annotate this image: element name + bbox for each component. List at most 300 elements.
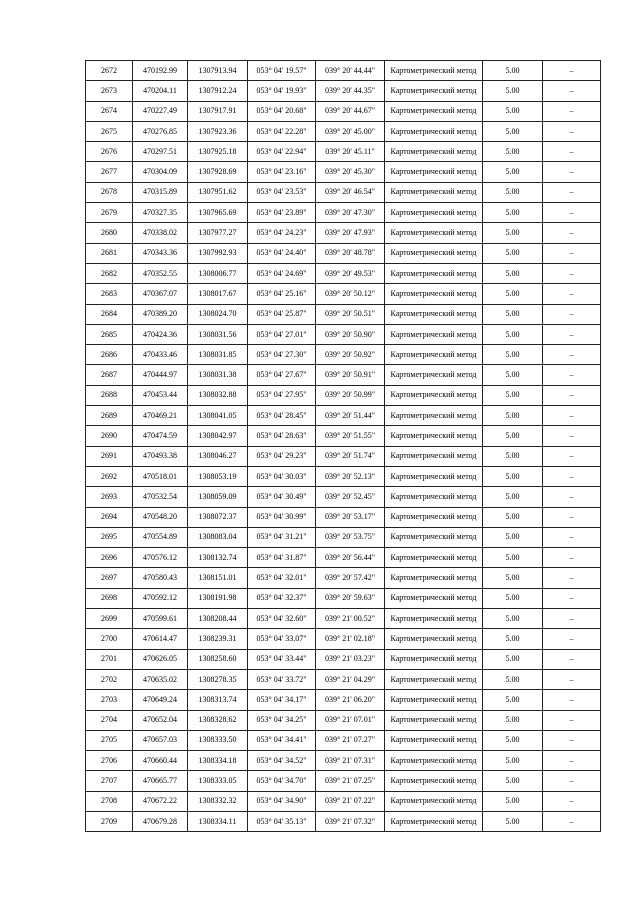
point-number-cell: 2695 (86, 527, 133, 547)
remark-cell: – (543, 487, 601, 507)
x-coordinate-cell: 470192.99 (133, 61, 188, 81)
remark-cell: – (543, 385, 601, 405)
longitude-cell: 039° 21' 07.22" (316, 791, 385, 811)
x-coordinate-cell: 470444.97 (133, 365, 188, 385)
method-cell: Картометрический метод (385, 446, 483, 466)
y-coordinate-cell: 1308332.32 (188, 791, 248, 811)
y-coordinate-cell: 1308239.31 (188, 629, 248, 649)
y-coordinate-cell: 1307912.24 (188, 81, 248, 101)
latitude-cell: 053° 04' 34.90" (248, 791, 316, 811)
point-number-cell: 2694 (86, 507, 133, 527)
latitude-cell: 053° 04' 24.23" (248, 223, 316, 243)
remark-cell: – (543, 669, 601, 689)
point-number-cell: 2701 (86, 649, 133, 669)
longitude-cell: 039° 20' 52.45" (316, 487, 385, 507)
accuracy-cell: 5.00 (483, 304, 543, 324)
point-number-cell: 2689 (86, 406, 133, 426)
point-number-cell: 2699 (86, 609, 133, 629)
point-number-cell: 2684 (86, 304, 133, 324)
y-coordinate-cell: 1308046.27 (188, 446, 248, 466)
longitude-cell: 039° 20' 53.17" (316, 507, 385, 527)
method-cell: Картометрический метод (385, 243, 483, 263)
table-row (86, 385, 601, 405)
method-cell: Картометрический метод (385, 385, 483, 405)
longitude-cell: 039° 20' 53.75" (316, 527, 385, 547)
method-cell: Картометрический метод (385, 406, 483, 426)
remark-cell: – (543, 771, 601, 791)
table-row (86, 466, 601, 486)
accuracy-cell: 5.00 (483, 121, 543, 141)
x-coordinate-cell: 470327.35 (133, 203, 188, 223)
table-row (86, 446, 601, 466)
remark-cell: – (543, 690, 601, 710)
x-coordinate-cell: 470469.21 (133, 406, 188, 426)
latitude-cell: 053° 04' 22.94" (248, 142, 316, 162)
table-row (86, 669, 601, 689)
point-number-cell: 2673 (86, 81, 133, 101)
method-cell: Картометрический метод (385, 263, 483, 283)
point-number-cell: 2700 (86, 629, 133, 649)
latitude-cell: 053° 04' 31.87" (248, 548, 316, 568)
remark-cell: – (543, 791, 601, 811)
y-coordinate-cell: 1308042.97 (188, 426, 248, 446)
accuracy-cell: 5.00 (483, 507, 543, 527)
table-row (86, 548, 601, 568)
remark-cell: – (543, 406, 601, 426)
table-row (86, 324, 601, 344)
y-coordinate-cell: 1308059.09 (188, 487, 248, 507)
latitude-cell: 053° 04' 28.63" (248, 426, 316, 446)
remark-cell: – (543, 345, 601, 365)
point-number-cell: 2696 (86, 548, 133, 568)
latitude-cell: 053° 04' 33.72" (248, 669, 316, 689)
y-coordinate-cell: 1308053.19 (188, 466, 248, 486)
point-number-cell: 2676 (86, 142, 133, 162)
remark-cell: – (543, 61, 601, 81)
remark-cell: – (543, 142, 601, 162)
remark-cell: – (543, 548, 601, 568)
x-coordinate-cell: 470672.22 (133, 791, 188, 811)
table-row (86, 365, 601, 385)
table-row (86, 730, 601, 750)
table-row (86, 811, 601, 831)
accuracy-cell: 5.00 (483, 284, 543, 304)
table-row (86, 609, 601, 629)
point-number-cell: 2685 (86, 324, 133, 344)
remark-cell: – (543, 121, 601, 141)
table-row (86, 223, 601, 243)
table-row (86, 304, 601, 324)
method-cell: Картометрический метод (385, 101, 483, 121)
point-number-cell: 2702 (86, 669, 133, 689)
method-cell: Картометрический метод (385, 426, 483, 446)
latitude-cell: 053° 04' 23.16" (248, 162, 316, 182)
point-number-cell: 2672 (86, 61, 133, 81)
y-coordinate-cell: 1307965.69 (188, 203, 248, 223)
remark-cell: – (543, 507, 601, 527)
longitude-cell: 039° 21' 03.23" (316, 649, 385, 669)
method-cell: Картометрический метод (385, 304, 483, 324)
longitude-cell: 039° 20' 50.99" (316, 385, 385, 405)
x-coordinate-cell: 470592.12 (133, 588, 188, 608)
y-coordinate-cell: 1307925.18 (188, 142, 248, 162)
point-number-cell: 2692 (86, 466, 133, 486)
accuracy-cell: 5.00 (483, 446, 543, 466)
table-row (86, 487, 601, 507)
method-cell: Картометрический метод (385, 162, 483, 182)
method-cell: Картометрический метод (385, 751, 483, 771)
longitude-cell: 039° 20' 57.42" (316, 568, 385, 588)
longitude-cell: 039° 20' 45.30" (316, 162, 385, 182)
table-row (86, 345, 601, 365)
y-coordinate-cell: 1308083.04 (188, 527, 248, 547)
longitude-cell: 039° 20' 50.90" (316, 324, 385, 344)
remark-cell: – (543, 811, 601, 831)
latitude-cell: 053° 04' 34.17" (248, 690, 316, 710)
latitude-cell: 053° 04' 27.67" (248, 365, 316, 385)
accuracy-cell: 5.00 (483, 243, 543, 263)
remark-cell: – (543, 730, 601, 750)
latitude-cell: 053° 04' 23.89" (248, 203, 316, 223)
longitude-cell: 039° 20' 46.54" (316, 182, 385, 202)
table-row (86, 263, 601, 283)
x-coordinate-cell: 470652.04 (133, 710, 188, 730)
method-cell: Картометрический метод (385, 81, 483, 101)
table-row (86, 61, 601, 81)
accuracy-cell: 5.00 (483, 649, 543, 669)
x-coordinate-cell: 470626.05 (133, 649, 188, 669)
y-coordinate-cell: 1308313.74 (188, 690, 248, 710)
accuracy-cell: 5.00 (483, 751, 543, 771)
accuracy-cell: 5.00 (483, 385, 543, 405)
x-coordinate-cell: 470276.85 (133, 121, 188, 141)
x-coordinate-cell: 470532.54 (133, 487, 188, 507)
method-cell: Картометрический метод (385, 791, 483, 811)
method-cell: Картометрический метод (385, 811, 483, 831)
longitude-cell: 039° 20' 59.63" (316, 588, 385, 608)
remark-cell: – (543, 527, 601, 547)
remark-cell: – (543, 365, 601, 385)
remark-cell: – (543, 162, 601, 182)
y-coordinate-cell: 1308258.60 (188, 649, 248, 669)
longitude-cell: 039° 20' 56.44" (316, 548, 385, 568)
x-coordinate-cell: 470599.61 (133, 609, 188, 629)
latitude-cell: 053° 04' 27.30" (248, 345, 316, 365)
remark-cell: – (543, 629, 601, 649)
point-number-cell: 2679 (86, 203, 133, 223)
longitude-cell: 039° 20' 50.12" (316, 284, 385, 304)
method-cell: Картометрический метод (385, 507, 483, 527)
x-coordinate-cell: 470614.47 (133, 629, 188, 649)
longitude-cell: 039° 21' 06.20" (316, 690, 385, 710)
latitude-cell: 053° 04' 19.57" (248, 61, 316, 81)
latitude-cell: 053° 04' 25.16" (248, 284, 316, 304)
point-number-cell: 2703 (86, 690, 133, 710)
table-row (86, 507, 601, 527)
table-row (86, 406, 601, 426)
accuracy-cell: 5.00 (483, 61, 543, 81)
longitude-cell: 039° 20' 45.11" (316, 142, 385, 162)
latitude-cell: 053° 04' 30.03" (248, 466, 316, 486)
longitude-cell: 039° 21' 07.27" (316, 730, 385, 750)
coordinates-table-body (86, 61, 601, 832)
y-coordinate-cell: 1307977.27 (188, 223, 248, 243)
longitude-cell: 039° 20' 50.91" (316, 365, 385, 385)
y-coordinate-cell: 1308006.77 (188, 263, 248, 283)
x-coordinate-cell: 470227.49 (133, 101, 188, 121)
point-number-cell: 2707 (86, 771, 133, 791)
method-cell: Картометрический метод (385, 568, 483, 588)
longitude-cell: 039° 20' 44.35" (316, 81, 385, 101)
accuracy-cell: 5.00 (483, 791, 543, 811)
longitude-cell: 039° 20' 52.13" (316, 466, 385, 486)
latitude-cell: 053° 04' 30.99" (248, 507, 316, 527)
point-number-cell: 2704 (86, 710, 133, 730)
remark-cell: – (543, 101, 601, 121)
method-cell: Картометрический метод (385, 690, 483, 710)
accuracy-cell: 5.00 (483, 162, 543, 182)
y-coordinate-cell: 1307951.62 (188, 182, 248, 202)
method-cell: Картометрический метод (385, 771, 483, 791)
method-cell: Картометрический метод (385, 710, 483, 730)
method-cell: Картометрический метод (385, 730, 483, 750)
remark-cell: – (543, 466, 601, 486)
point-number-cell: 2683 (86, 284, 133, 304)
longitude-cell: 039° 21' 00.52" (316, 609, 385, 629)
y-coordinate-cell: 1308031.85 (188, 345, 248, 365)
accuracy-cell: 5.00 (483, 771, 543, 791)
accuracy-cell: 5.00 (483, 669, 543, 689)
remark-cell: – (543, 182, 601, 202)
x-coordinate-cell: 470204.11 (133, 81, 188, 101)
point-number-cell: 2681 (86, 243, 133, 263)
point-number-cell: 2677 (86, 162, 133, 182)
longitude-cell: 039° 21' 07.32" (316, 811, 385, 831)
accuracy-cell: 5.00 (483, 324, 543, 344)
x-coordinate-cell: 470367.07 (133, 284, 188, 304)
method-cell: Картометрический метод (385, 284, 483, 304)
x-coordinate-cell: 470453.44 (133, 385, 188, 405)
latitude-cell: 053° 04' 34.70" (248, 771, 316, 791)
point-number-cell: 2691 (86, 446, 133, 466)
longitude-cell: 039° 20' 47.93" (316, 223, 385, 243)
accuracy-cell: 5.00 (483, 182, 543, 202)
x-coordinate-cell: 470660.44 (133, 751, 188, 771)
longitude-cell: 039° 20' 51.44" (316, 406, 385, 426)
method-cell: Картометрический метод (385, 548, 483, 568)
latitude-cell: 053° 04' 32.01" (248, 568, 316, 588)
x-coordinate-cell: 470554.89 (133, 527, 188, 547)
accuracy-cell: 5.00 (483, 345, 543, 365)
table-row (86, 649, 601, 669)
y-coordinate-cell: 1308017.67 (188, 284, 248, 304)
remark-cell: – (543, 81, 601, 101)
accuracy-cell: 5.00 (483, 527, 543, 547)
latitude-cell: 053° 04' 20.68" (248, 101, 316, 121)
point-number-cell: 2678 (86, 182, 133, 202)
accuracy-cell: 5.00 (483, 811, 543, 831)
point-number-cell: 2706 (86, 751, 133, 771)
accuracy-cell: 5.00 (483, 690, 543, 710)
method-cell: Картометрический метод (385, 182, 483, 202)
latitude-cell: 053° 04' 34.52" (248, 751, 316, 771)
remark-cell: – (543, 751, 601, 771)
longitude-cell: 039° 20' 50.51" (316, 304, 385, 324)
longitude-cell: 039° 21' 02.18" (316, 629, 385, 649)
accuracy-cell: 5.00 (483, 426, 543, 446)
y-coordinate-cell: 1308333.05 (188, 771, 248, 791)
latitude-cell: 053° 04' 33.44" (248, 649, 316, 669)
table-row (86, 791, 601, 811)
latitude-cell: 053° 04' 31.21" (248, 527, 316, 547)
y-coordinate-cell: 1308031.56 (188, 324, 248, 344)
y-coordinate-cell: 1307928.69 (188, 162, 248, 182)
accuracy-cell: 5.00 (483, 466, 543, 486)
y-coordinate-cell: 1308333.50 (188, 730, 248, 750)
remark-cell: – (543, 649, 601, 669)
y-coordinate-cell: 1307917.91 (188, 101, 248, 121)
x-coordinate-cell: 470518.01 (133, 466, 188, 486)
coordinates-table (85, 60, 601, 832)
accuracy-cell: 5.00 (483, 629, 543, 649)
point-number-cell: 2709 (86, 811, 133, 831)
method-cell: Картометрический метод (385, 527, 483, 547)
y-coordinate-cell: 1308191.98 (188, 588, 248, 608)
x-coordinate-cell: 470657.03 (133, 730, 188, 750)
longitude-cell: 039° 21' 07.25" (316, 771, 385, 791)
table-row (86, 588, 601, 608)
remark-cell: – (543, 446, 601, 466)
longitude-cell: 039° 20' 47.30" (316, 203, 385, 223)
x-coordinate-cell: 470389.20 (133, 304, 188, 324)
x-coordinate-cell: 470649.24 (133, 690, 188, 710)
longitude-cell: 039° 20' 45.00" (316, 121, 385, 141)
accuracy-cell: 5.00 (483, 710, 543, 730)
point-number-cell: 2705 (86, 730, 133, 750)
table-row (86, 81, 601, 101)
table-row (86, 751, 601, 771)
y-coordinate-cell: 1308041.05 (188, 406, 248, 426)
method-cell: Картометрический метод (385, 142, 483, 162)
remark-cell: – (543, 304, 601, 324)
point-number-cell: 2693 (86, 487, 133, 507)
y-coordinate-cell: 1307923.36 (188, 121, 248, 141)
x-coordinate-cell: 470635.02 (133, 669, 188, 689)
x-coordinate-cell: 470493.38 (133, 446, 188, 466)
latitude-cell: 053° 04' 19.93" (248, 81, 316, 101)
latitude-cell: 053° 04' 24.69" (248, 263, 316, 283)
remark-cell: – (543, 710, 601, 730)
accuracy-cell: 5.00 (483, 223, 543, 243)
remark-cell: – (543, 284, 601, 304)
x-coordinate-cell: 470424.36 (133, 324, 188, 344)
remark-cell: – (543, 568, 601, 588)
y-coordinate-cell: 1308278.35 (188, 669, 248, 689)
accuracy-cell: 5.00 (483, 548, 543, 568)
latitude-cell: 053° 04' 24.40" (248, 243, 316, 263)
longitude-cell: 039° 20' 44.44" (316, 61, 385, 81)
x-coordinate-cell: 470338.02 (133, 223, 188, 243)
remark-cell: – (543, 203, 601, 223)
y-coordinate-cell: 1308031.38 (188, 365, 248, 385)
method-cell: Картометрический метод (385, 365, 483, 385)
y-coordinate-cell: 1308072.37 (188, 507, 248, 527)
point-number-cell: 2686 (86, 345, 133, 365)
method-cell: Картометрический метод (385, 609, 483, 629)
remark-cell: – (543, 609, 601, 629)
x-coordinate-cell: 470433.46 (133, 345, 188, 365)
remark-cell: – (543, 426, 601, 446)
y-coordinate-cell: 1308024.70 (188, 304, 248, 324)
table-row (86, 243, 601, 263)
method-cell: Картометрический метод (385, 669, 483, 689)
accuracy-cell: 5.00 (483, 609, 543, 629)
latitude-cell: 053° 04' 25.87" (248, 304, 316, 324)
latitude-cell: 053° 04' 34.25" (248, 710, 316, 730)
table-row (86, 142, 601, 162)
accuracy-cell: 5.00 (483, 81, 543, 101)
x-coordinate-cell: 470679.28 (133, 811, 188, 831)
method-cell: Картометрический метод (385, 203, 483, 223)
table-row (86, 203, 601, 223)
longitude-cell: 039° 20' 44.67" (316, 101, 385, 121)
remark-cell: – (543, 223, 601, 243)
accuracy-cell: 5.00 (483, 365, 543, 385)
x-coordinate-cell: 470548.20 (133, 507, 188, 527)
x-coordinate-cell: 470352.55 (133, 263, 188, 283)
x-coordinate-cell: 470665.77 (133, 771, 188, 791)
longitude-cell: 039° 20' 51.74" (316, 446, 385, 466)
x-coordinate-cell: 470315.89 (133, 182, 188, 202)
x-coordinate-cell: 470576.12 (133, 548, 188, 568)
latitude-cell: 053° 04' 34.41" (248, 730, 316, 750)
longitude-cell: 039° 20' 49.53" (316, 263, 385, 283)
method-cell: Картометрический метод (385, 121, 483, 141)
method-cell: Картометрический метод (385, 223, 483, 243)
y-coordinate-cell: 1308208.44 (188, 609, 248, 629)
table-row (86, 527, 601, 547)
latitude-cell: 053° 04' 27.95" (248, 385, 316, 405)
method-cell: Картометрический метод (385, 61, 483, 81)
method-cell: Картометрический метод (385, 324, 483, 344)
table-row (86, 710, 601, 730)
y-coordinate-cell: 1308132.74 (188, 548, 248, 568)
y-coordinate-cell: 1308334.18 (188, 751, 248, 771)
latitude-cell: 053° 04' 32.37" (248, 588, 316, 608)
latitude-cell: 053° 04' 32.60" (248, 609, 316, 629)
method-cell: Картометрический метод (385, 487, 483, 507)
table-row (86, 568, 601, 588)
document-page (85, 60, 600, 832)
latitude-cell: 053° 04' 30.49" (248, 487, 316, 507)
longitude-cell: 039° 21' 07.31" (316, 751, 385, 771)
point-number-cell: 2674 (86, 101, 133, 121)
y-coordinate-cell: 1307992.93 (188, 243, 248, 263)
remark-cell: – (543, 243, 601, 263)
accuracy-cell: 5.00 (483, 142, 543, 162)
method-cell: Картометрический метод (385, 345, 483, 365)
accuracy-cell: 5.00 (483, 203, 543, 223)
table-row (86, 771, 601, 791)
accuracy-cell: 5.00 (483, 568, 543, 588)
y-coordinate-cell: 1308334.11 (188, 811, 248, 831)
method-cell: Картометрический метод (385, 466, 483, 486)
point-number-cell: 2690 (86, 426, 133, 446)
remark-cell: – (543, 324, 601, 344)
table-row (86, 162, 601, 182)
latitude-cell: 053° 04' 22.28" (248, 121, 316, 141)
y-coordinate-cell: 1307913.94 (188, 61, 248, 81)
